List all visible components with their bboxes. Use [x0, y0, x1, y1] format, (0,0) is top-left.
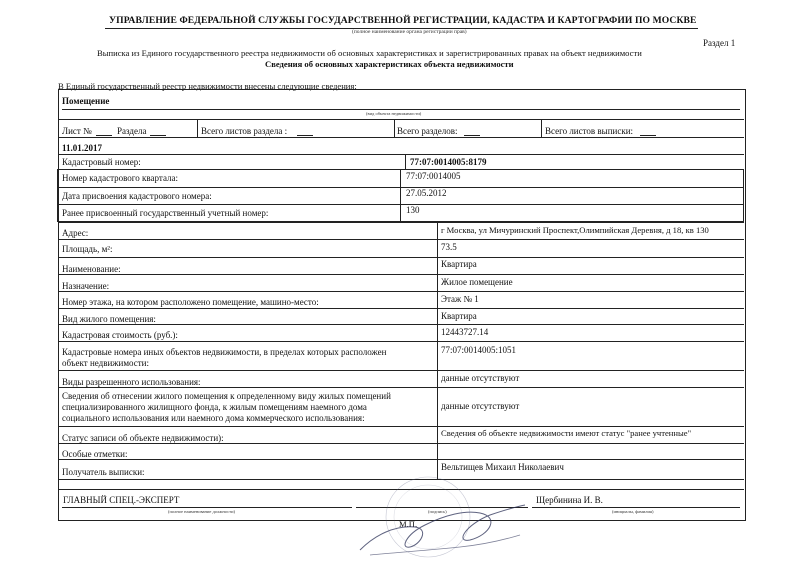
extract-title: Выписка из Единого государственного реестра недвижимости об основных характеристиках и зарегистрированных правах на объект недвижимости — [97, 48, 642, 58]
section-blank — [150, 135, 166, 136]
divider — [405, 154, 406, 169]
divider — [58, 324, 744, 325]
object-type-caption: (вид объекта недвижимости) — [366, 111, 422, 116]
intro-text: В Единый государственный реестр недвижимости внесены следующие сведения: — [58, 81, 357, 91]
purpose-value: Жилое помещение — [441, 277, 513, 287]
cadastral-number-label: Кадастровый номер: — [62, 157, 141, 167]
divider — [197, 119, 198, 137]
divider — [541, 119, 542, 137]
divider — [58, 387, 744, 388]
divider — [58, 137, 744, 138]
column-divider — [437, 222, 438, 479]
status-value: Сведения об объекте недвижимости имеют статус "ранее учтенные" — [441, 428, 692, 438]
divider — [58, 370, 744, 371]
area-label: Площадь, м²: — [62, 244, 113, 254]
name-label: Наименование: — [62, 264, 121, 274]
divider — [58, 257, 744, 258]
name-caption: (инициалы, фамилия) — [612, 509, 654, 514]
divider — [58, 222, 744, 223]
name-underline — [532, 507, 740, 508]
permitted-use-value: данные отсутствуют — [441, 373, 520, 383]
total-sheets-section-label: Всего листов раздела : — [201, 126, 288, 136]
stamp-mark: М.П. — [399, 519, 418, 529]
signer-position: ГЛАВНЫЙ СПЕЦ.-ЭКСПЕРТ — [63, 495, 180, 505]
address-value: г Москва, ул Мичуринский Проспект,Олимпийская Деревня, д 18, кв 130 — [441, 225, 709, 235]
name-value: Квартира — [441, 259, 477, 269]
total-sections-label: Всего разделов: — [397, 126, 458, 136]
dwelling-type-value: Квартира — [441, 311, 477, 321]
divider — [58, 291, 744, 292]
signer-name: Щербинина И. В. — [536, 495, 603, 505]
other-objects-value: 77:07:0014005:1051 — [441, 345, 517, 355]
special-notes-label: Особые отметки: — [62, 449, 128, 459]
permitted-use-label: Виды разрешенного использования: — [62, 377, 201, 387]
signature-caption: (подпись) — [428, 509, 447, 514]
special-fund-label-line2: специализированного жилищного фонда, к жилым помещениям наемного дома — [62, 402, 367, 412]
divider — [394, 119, 395, 137]
position-caption: (полное наименование должности) — [168, 509, 235, 514]
signature-scribble — [350, 455, 540, 565]
section-label: Раздела — [117, 126, 147, 136]
total-sheets-extract-label: Всего листов выписки: — [545, 126, 634, 136]
total-sections-blank — [464, 135, 480, 136]
quarter-block — [58, 169, 744, 222]
floor-label: Номер этажа, на котором расположено помещение, машино-место: — [62, 297, 319, 307]
divider — [58, 341, 744, 342]
special-fund-label-line1: Сведения об отнесении жилого помещения к определенному виду жилых помещений — [62, 391, 391, 401]
recipient-value: Вельтищев Михаил Николаевич — [441, 462, 564, 472]
cadastral-value-label: Кадастровая стоимость (руб.): — [62, 330, 178, 340]
divider — [58, 426, 744, 427]
agency-name: УПРАВЛЕНИЕ ФЕДЕРАЛЬНОЙ СЛУЖБЫ ГОСУДАРСТВЕННОЙ РЕГИСТРАЦИИ, КАДАСТРА И КАРТОГРАФИИ ПО МОСКВЕ — [109, 15, 697, 26]
other-objects-label-line2: объект недвижимости: — [62, 358, 149, 368]
divider — [58, 119, 744, 120]
other-objects-label-line1: Кадастровые номера иных объектов недвижимости, в пределах которых расположен — [62, 347, 387, 357]
divider — [58, 274, 744, 275]
divider — [58, 239, 744, 240]
dwelling-type-label: Вид жилого помещения: — [62, 314, 156, 324]
total-sheets-blank — [297, 135, 313, 136]
position-underline — [62, 507, 352, 508]
purpose-label: Назначение: — [62, 281, 110, 291]
assign-date-value: 27.05.2012 — [406, 188, 447, 198]
divider — [58, 443, 744, 444]
divider — [58, 308, 744, 309]
quarter-label: Номер кадастрового квартала: — [62, 173, 178, 183]
previous-number-label: Ранее присвоенный государственный учетный номер: — [62, 208, 269, 218]
cadastral-number-value: 77:07:0014005:8179 — [410, 157, 487, 167]
object-type-underline — [62, 109, 740, 110]
object-type: Помещение — [62, 96, 110, 106]
agency-caption: (полное наименование органа регистрации прав) — [352, 29, 467, 35]
status-label: Статус записи об объекте недвижимости): — [62, 433, 224, 443]
special-fund-label-line3: социального использования или наемного дома коммерческого использования: — [62, 413, 365, 423]
previous-number-value: 130 — [406, 205, 420, 215]
recipient-label: Получатель выписки: — [62, 467, 145, 477]
sheet-blank — [96, 135, 112, 136]
total-sheets-extract-blank — [640, 135, 656, 136]
assign-date-label: Дата присвоения кадастрового номера: — [62, 191, 212, 201]
special-fund-value: данные отсутствуют — [441, 401, 520, 411]
quarter-value: 77:07:0014005 — [406, 171, 461, 181]
floor-value: Этаж № 1 — [441, 294, 479, 304]
extract-subtitle: Сведения об основных характеристиках объекта недвижимости — [265, 59, 514, 69]
sheet-label: Лист № — [62, 126, 92, 136]
divider — [58, 154, 744, 155]
area-value: 73.5 — [441, 242, 457, 252]
address-label: Адрес: — [62, 228, 89, 238]
section-number: Раздел 1 — [703, 38, 736, 48]
extract-date: 11.01.2017 — [62, 143, 103, 153]
cadastral-value-value: 12443727.14 — [441, 327, 489, 337]
